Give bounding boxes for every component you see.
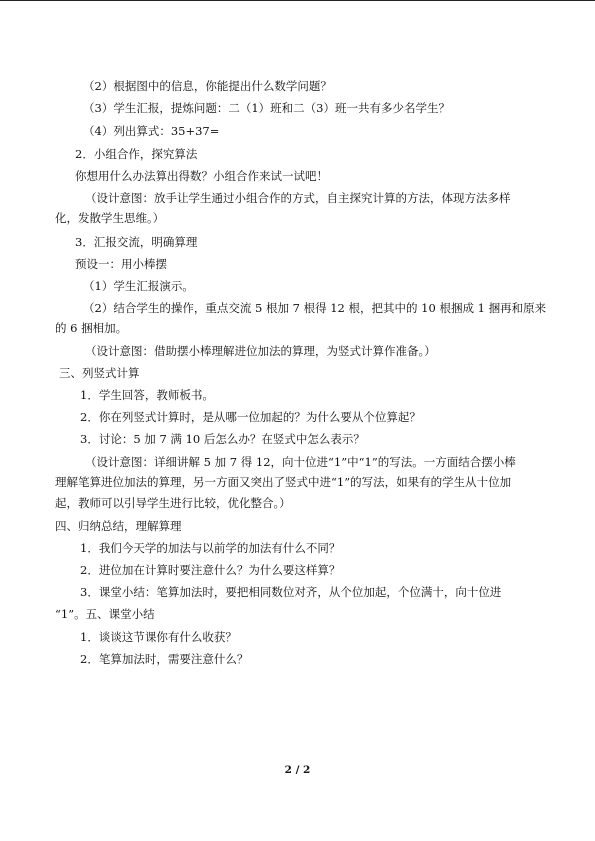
section-heading: 三、列竖式计算 — [59, 366, 140, 380]
design-note: 化，发散学生思维。） — [55, 211, 165, 225]
text-line: （2）根据图中的信息，你能提出什么数学问题？ — [83, 79, 332, 93]
text-line: 1．学生回答，教师板书。 — [80, 388, 214, 402]
text-line: （2）结合学生的操作，重点交流 5 根加 7 根得 12 根，把其中的 10 根捆成 1 捆再和原来 — [83, 301, 547, 315]
text-line: 你想用什么办法算出得数？小组合作来试一试吧！ — [75, 169, 328, 183]
text-line: （3）学生汇报，提炼问题：二（1）班和二（3）班一共有多少名学生？ — [83, 101, 450, 115]
text-line: 预设一：用小棒摆 — [75, 257, 167, 271]
section-heading: “1”。五、课堂小结 — [55, 607, 155, 621]
text-line: 的 6 捆相加。 — [55, 321, 128, 335]
design-note: （设计意图：详细讲解 5 加 7 得 12，向十位进“1”中“1”的写法。一方面结合摆小棒 — [85, 455, 516, 469]
design-note: 理解笔算进位加法的算理，另一方面又突出了竖式中进“1”的写法，如果有的学生从十位加 — [55, 475, 512, 489]
section-heading: 四、归纳总结，理解算理 — [55, 519, 182, 533]
text-line: （1）学生汇报演示。 — [83, 279, 194, 293]
text-line: 2．进位加在计算时要注意什么？为什么要这样算？ — [80, 563, 341, 577]
section-subheading: 3．汇报交流，明确算理 — [75, 235, 198, 249]
design-note: 起，教师可以引导学生进行比较，优化整合。） — [55, 496, 291, 510]
text-line: 1．谈谈这节课你有什么收获？ — [80, 630, 237, 644]
text-line: （4）列出算式：35+37= — [83, 124, 220, 138]
text-line: 2．笔算加法时，需要注意什么？ — [80, 652, 249, 666]
text-line: 2．你在列竖式计算时，是从哪一位加起的？为什么要从个位算起？ — [80, 410, 421, 424]
design-note: （设计意图：放手让学生通过小组合作的方式，自主探究计算的方法，体现方法多样 — [85, 191, 511, 205]
page-number: 2 / 2 — [284, 764, 311, 776]
design-note: （设计意图：借助摆小棒理解进位加法的算理，为竖式计算作准备。） — [85, 344, 436, 358]
text-line: 1．我们今天学的加法与以前学的加法有什么不同？ — [80, 541, 341, 555]
text-line: 3．课堂小结：笔算加法时，要把相同数位对齐，从个位加起，个位满十，向十位进 — [80, 585, 502, 599]
section-subheading: 2．小组合作，探究算法 — [75, 147, 198, 161]
text-line: 3．讨论：5 加 7 满 10 后怎么办？在竖式中怎么表示？ — [80, 432, 365, 446]
